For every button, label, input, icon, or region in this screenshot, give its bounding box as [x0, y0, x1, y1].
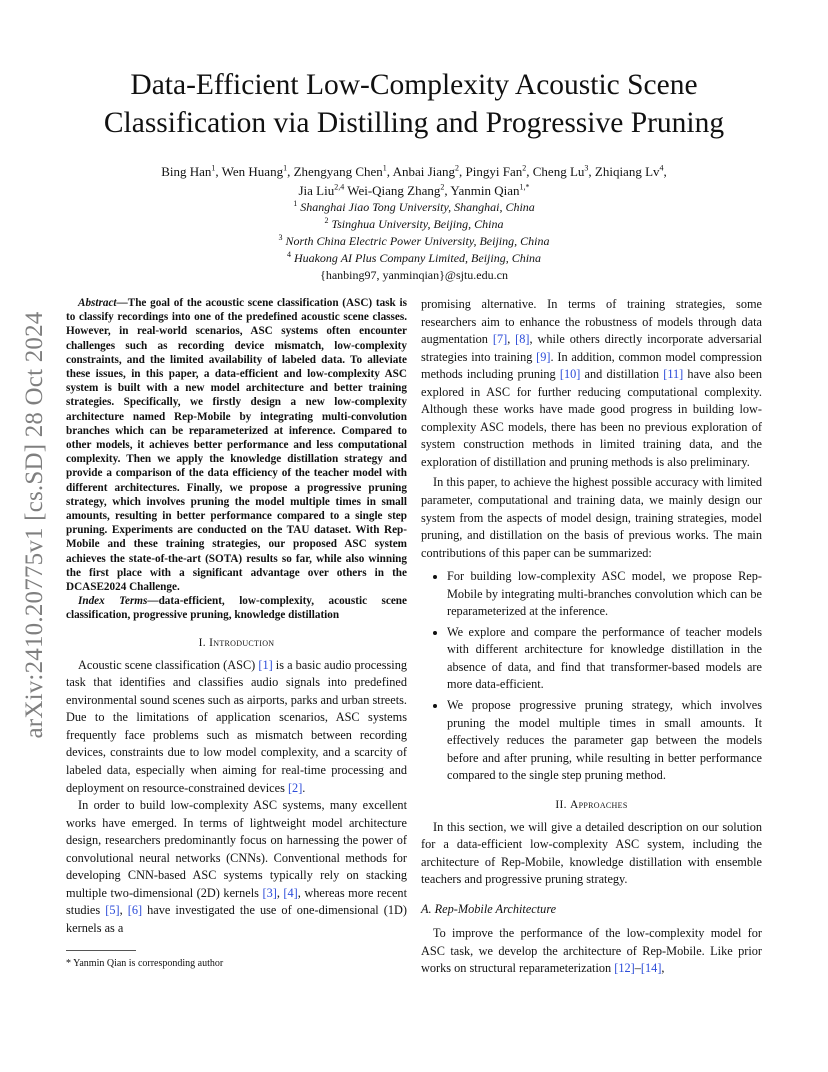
author-name: Zhiqiang Lv — [594, 164, 660, 179]
citation-link[interactable]: [3] — [262, 885, 277, 900]
index-terms — [66, 594, 407, 622]
author-name: Wei-Qiang Zhang — [347, 183, 441, 198]
abstract-text: —The goal of the acoustic scene classification (ASC) task is to classify recordings into one of the predefined acoustic scene classes. However, in real-world scenarios, ASC systems often encounter challenges such as recording device mismatch, low-complexity constraints, and the limited availability of labeled data. To alleviate these issues, in this paper, a data-efficient and low-complexity ASC system is built with a new model architecture and better training strategies. Specifically, we firstly design a new low-complexity architecture named Rep-Mobile by integrating multi-convolution branches which can be reparameterized at inference. Compared to other models, it achieves better performance and less computational complexity. Then we apply the knowledge distillation strategy and provide a comparison of the data efficiency of the teacher model with different architectures. Finally, we propose a progressive pruning strategy, which involves pruning the model multiple times in small amounts, resulting in better performance compared to a single step pruning. Experiments are conducted on the TAU dataset. With Rep-Mobile and these training strategies, our proposed ASC system achieves the state-of-the-art (SOTA) results so far, while also winning the first place with a significant advantage over others in the DCASE2024 Challenge. — [66, 297, 407, 594]
subsection-heading: A. Rep-Mobile Architecture — [421, 901, 557, 916]
citation-link[interactable]: [14] — [640, 961, 662, 976]
author-affil-mark: 2 — [522, 163, 527, 173]
author-name: Wen Huang — [221, 164, 284, 179]
index-terms-label: Index Terms — [78, 595, 148, 608]
arxiv-stamp-text: arXiv:2410.20775v1 [cs.SD] 28 Oct 2024 — [21, 311, 48, 739]
author-affil-mark: 4 — [659, 163, 664, 173]
author-name: Anbai Jiang — [392, 164, 456, 179]
affiliation-mark: 2 — [324, 216, 329, 225]
author-affil-mark: 1 — [211, 163, 216, 173]
contribution-item: • We explore and compare the performance of teacher models with different architecture for knowledge distillation in the absence of data, and find that transformer-based models are more data-efficient. — [447, 624, 762, 694]
author-name: Jia Liu — [298, 183, 335, 198]
section-number: I. — [198, 636, 210, 649]
abstract — [66, 296, 407, 594]
right-paragraph-1: promising alternative. In terms of training strategies, some researchers aim to enhance the robustness of models through data augmentation [7], [8], while others directly incorporate adversarial strategies into training [9]. In addition, common model compression methods including pruning [10] and distillation [11] have also been explored in ASC for further reducing computational complexity. Although these works have made good progress in building low-complexity ASC models, there has been no previous exploration of system construction methods in limited training data, and the exploration of distillation and pruning methods is also preliminary. — [421, 297, 762, 469]
right-paragraph-2: In this paper, to achieve the highest possible accuracy with limited parameter, computational and training data, we mainly design our system from the aspects of model design, training strategies, model pruning, and distillation on the basis of previous works. The main contributions of this paper can be summarized: — [421, 475, 762, 560]
abstract-label: Abstract — [78, 297, 117, 309]
citation-link[interactable]: [5] — [105, 903, 120, 918]
footnote-rule — [66, 950, 136, 951]
section-title: Approaches — [570, 798, 628, 811]
affiliation-text: Shanghai Jiao Tong University, Shanghai, China — [297, 200, 535, 214]
title-line-1: Data-Efficient Low-Complexity Acoustic Scene — [130, 69, 698, 101]
citation-link[interactable]: [1] — [258, 657, 273, 672]
contribution-list — [421, 568, 762, 785]
section-title: Introduction — [209, 636, 275, 649]
subsection-paragraph: To improve the performance of the low-complexity model for ASC task, we develop the architecture of Rep-Mobile. Like prior works on structural reparameterization [12]–[14], — [421, 925, 762, 976]
citation-link[interactable]: [8] — [515, 332, 530, 347]
affiliation — [60, 216, 768, 233]
contribution-item: • For building low-complexity ASC model, we propose Rep-Mobile by integrating multi-branches convolution which can be reparameterized at the inference. — [447, 568, 762, 621]
affiliations — [60, 199, 768, 284]
affiliation-mark: 1 — [293, 199, 298, 208]
contribution-item: • We propose progressive pruning strategy, which involves pruning the model multiple times in small amounts. It effectively reduces the parameter gap between the models before and after pruning, while resulting in better performance compared to the single step pruning method. — [447, 697, 762, 785]
author-affil-mark: 2 — [440, 182, 445, 192]
right-column — [421, 296, 762, 978]
affiliation — [60, 199, 768, 216]
author-affil-mark: 1,* — [519, 182, 530, 192]
author-list: Bing Han$^1$, Wen Huang$^1$, Zhengyang Chen$^1$, Anbai Jiang$^2$, Pingyi Fan$^2$, Cheng Lu$^3$, Zhiqiang Lv$^4$, Jia Liu$^{2,4}$ Wei-Qiang Zhang$^2$, Yanmin Qian$^{1,*}$ — [161, 163, 667, 198]
left-column — [66, 296, 407, 937]
affiliation-text: Tsinghua University, Beijing, China — [328, 217, 504, 231]
author-name: Bing Han — [161, 164, 212, 179]
author-name: Cheng Lu — [532, 164, 585, 179]
affiliation — [60, 233, 768, 250]
citation-link[interactable]: [2] — [287, 780, 303, 795]
affiliation-list — [60, 199, 768, 267]
citation-link[interactable]: [11] — [663, 367, 684, 382]
email: {hanbing97, yanminqian}@sjtu.edu.cn — [320, 268, 508, 282]
author-affil-mark: 1 — [283, 163, 288, 173]
author-affil-mark: 3 — [584, 163, 589, 173]
citation-link[interactable]: [12] — [614, 961, 635, 976]
section-number: II. — [555, 798, 571, 811]
paper-title — [40, 66, 788, 142]
citation-link[interactable]: [7] — [492, 332, 508, 347]
index-terms-text: —data-efficient, low-complexity, acoustic scene classification, progressive pruning, knowledge distillation — [66, 595, 407, 622]
intro-paragraph-2: In order to build low-complexity ASC systems, many excellent works have emerged. In terms of lightweight model architecture design, researchers predominantly focus on harnessing the power of convolutional neural networks (CNNs). Conventional methods for developing CNN-based ASC systems typically rely on stacking multiple two-dimensional (2D) kernels [3], [4], whereas more recent studies [5], [6] have investigated the use of one-dimensional (1D) kernels as a — [66, 798, 407, 935]
affiliation — [60, 250, 768, 267]
citation-link[interactable]: [6] — [127, 903, 143, 918]
author-affil-mark: 2,4 — [334, 182, 345, 192]
affiliation-mark: 4 — [286, 250, 291, 259]
affiliation-text: Huakong AI Plus Company Limited, Beijing, China — [290, 251, 542, 265]
author-name: Yanmin Qian — [450, 183, 520, 198]
intro-paragraph-1: Acoustic scene classification (ASC) [1] is a basic audio processing task that identifies and classifies audio signals into predefined environmental sound scenes such as airports, parks and urban streets. Due to the limitations of application scenarios, ASC systems frequently face problems such as mismatch between recording devices, constraints due to low model complexity, and a scarcity of labeled data, especially when aiming for real-time processing and deployment on resource-constrained devices [2]. — [66, 657, 407, 795]
affiliation-mark: 3 — [278, 233, 283, 242]
citation-link[interactable]: [4] — [283, 885, 298, 900]
author-affil-mark: 2 — [455, 163, 460, 173]
section-heading-approaches — [421, 799, 762, 811]
arxiv-stamp — [20, 290, 50, 760]
approaches-paragraph: In this section, we will give a detailed description on our solution for a data-efficient low-complexity ASC system, including the architecture of Rep-Mobile, knowledge distillation with ensemble teachers and progressive pruning strategy. — [421, 819, 762, 887]
citation-link[interactable]: [9] — [536, 349, 551, 364]
author-name: Zhengyang Chen — [293, 164, 383, 179]
affiliation-text: North China Electric Power University, Beijing, China — [282, 234, 550, 248]
footnote: * Yanmin Qian is corresponding author — [66, 958, 224, 969]
author-affil-mark: 1 — [382, 163, 387, 173]
citation-link[interactable]: [10] — [559, 367, 581, 382]
section-heading-introduction — [66, 637, 407, 649]
author-name: Pingyi Fan — [465, 164, 523, 179]
title-line-2: Classification via Distilling and Progressive Pruning — [103, 107, 725, 139]
